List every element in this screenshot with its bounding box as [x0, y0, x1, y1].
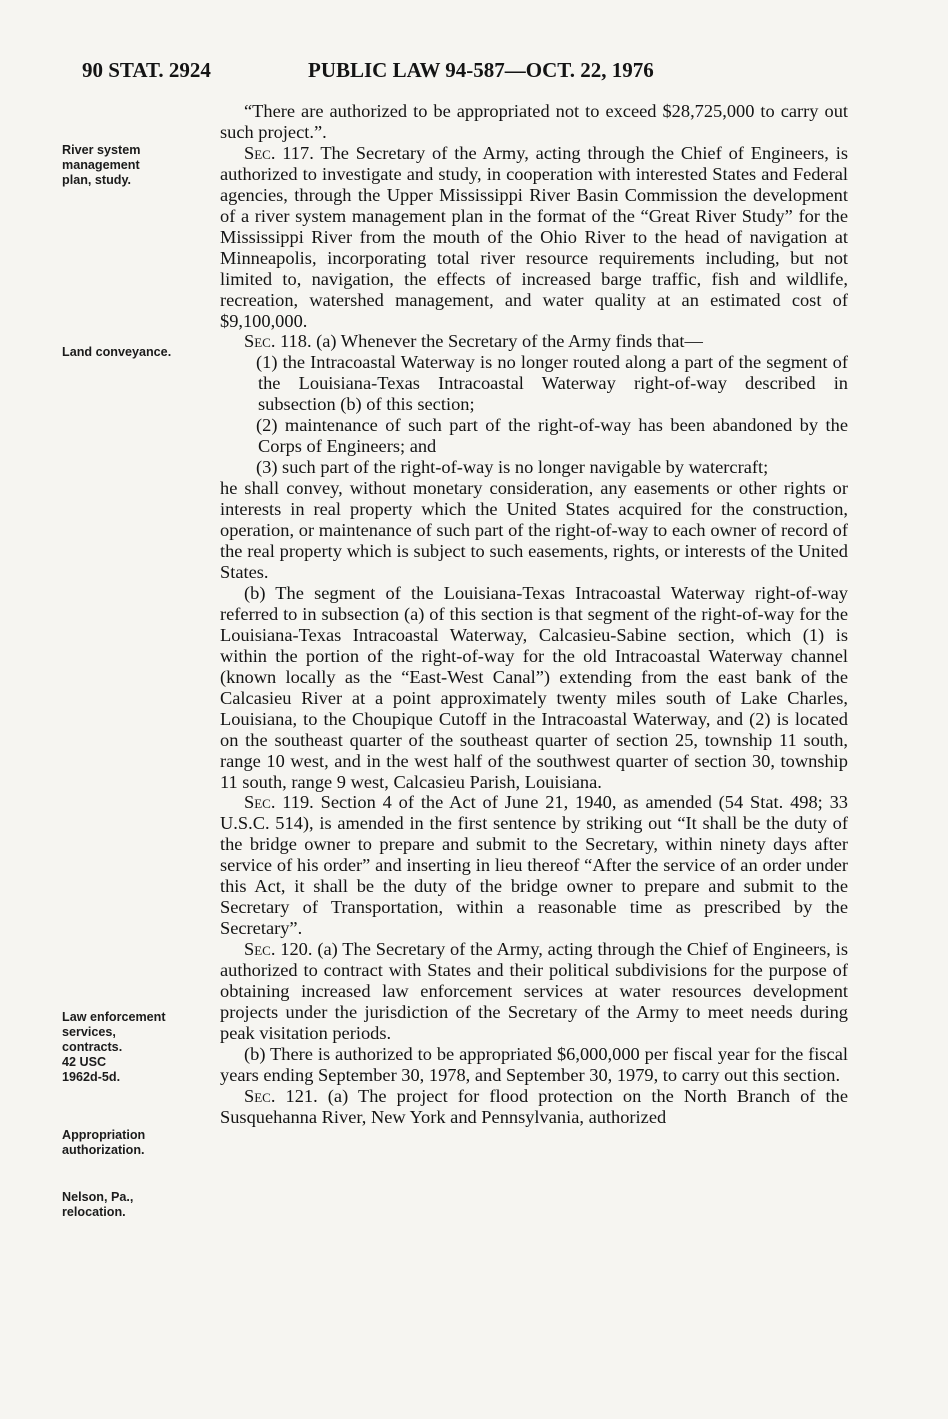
section-120-b: (b) There is authorized to be appropriated $6,000,000 per fiscal year for the fiscal years ending September 30, 1978, and September 30, 1979, to carry out this section. — [220, 1043, 848, 1085]
margin-note-land-conveyance: Land conveyance. — [62, 345, 172, 359]
public-law-title: PUBLIC LAW 94-587—OCT. 22, 1976 — [308, 58, 654, 82]
page-header — [82, 58, 862, 88]
margin-note-nelson: Nelson, Pa., relocation. — [62, 1190, 134, 1219]
section-118-item-1: (1) the Intracoastal Waterway is no longer routed along a part of the segment of the Louisiana-Texas Intracoastal Waterway right-of-way described in subsection (b) of this section; — [256, 352, 848, 415]
section-117: Sec. 117. The Secretary of the Army, acting through the Chief of Engineers, is authorized to investigate and study, in cooperation with interested States and Federal agencies, through the Upper Mississippi River Basin Commission the development of a river system management plan in the format of the “Great River Study” for the Mississippi River from the mouth of the Ohio River to the head of navigation at Minneapolis, incorporating total river resource requirements including, but not limited to, navigation, the effects of increased barge traffic, fish and wildlife, recreation, watershed management, and water quality at an estimated cost of $9,100,000. — [220, 142, 848, 331]
section-121: Sec. 121. (a) The project for flood protection on the North Branch of the Susquehanna River, New York and Pennsylvania, authorized — [220, 1085, 848, 1127]
section-118-conveyance: he shall convey, without monetary consideration, any easements or other rights or interests in real property which the United States acquired for the construction, operation, or maintenance of such part of the right-of-way to each owner of record of the real property which is subject to such easements, rights, or interests of the United States. — [220, 478, 848, 582]
margin-note-law-enforcement: Law enforcement services, contracts. 42 USC 1962d-5d. — [62, 1010, 166, 1084]
section-118-item-2: (2) maintenance of such part of the right-of-way has been abandoned by the Corps of Engineers; and — [256, 415, 848, 457]
stat-page-ref: 90 STAT. 2924 — [82, 58, 211, 82]
section-118: Sec. 118. (a) Whenever the Secretary of the Army finds that— — [244, 331, 703, 352]
section-119: Sec. 119. Section 4 of the Act of June 21, 1940, as amended (54 Stat. 498; 33 U.S.C. 514), is amended in the first sentence by striking out “It shall be the duty of the bridge owner to prepare and submit to the Secretary, within ninety days after service of his order” and inserting in lieu thereof “After the service of an order under this Act, it shall be the duty of the bridge owner to prepare and submit to the Secretary of Transportation, within a reasonable time as prescribed by the Secretary”. — [220, 792, 848, 939]
body-text — [220, 101, 848, 1128]
paragraph-appropriation-quote: “There are authorized to be appropriated not to exceed $28,725,000 to carry out such project.”. — [220, 101, 848, 142]
section-118-item-3: (3) such part of the right-of-way is no longer navigable by watercraft; — [256, 457, 769, 478]
margin-note-appropriation: Appropriation authorization. — [62, 1128, 146, 1157]
section-120: Sec. 120. (a) The Secretary of the Army, acting through the Chief of Engineers, is authorized to contract with States and their political subdivisions for the purpose of obtaining increased law enforcement services at water resources development projects under the jurisdiction of the Secretary of the Army to meet needs during peak visitation periods. — [220, 939, 848, 1043]
section-118-b: (b) The segment of the Louisiana-Texas Intracoastal Waterway right-of-way referred to in subsection (a) of this section is that segment of the right-of-way for the Louisiana-Texas Intracoastal Waterway, Calcasieu-Sabine section, which (1) is within the portion of the right-of-way for the old Intracoastal Waterway channel (known locally as the “East-West Canal”) extending from the east bank of the Calcasieu River at a point approximately twenty miles south of Lake Charles, Louisiana, to the Choupique Cutoff in the Intracoastal Waterway, and (2) is located on the southeast quarter of the southeast quarter of section 25, township 11 south, range 10 west, and in the west half of the southwest quarter of section 30, township 11 south, range 9 west, Calcasieu Parish, Louisiana. — [220, 582, 848, 792]
margin-note-river-system: River system management plan, study. — [62, 143, 141, 187]
